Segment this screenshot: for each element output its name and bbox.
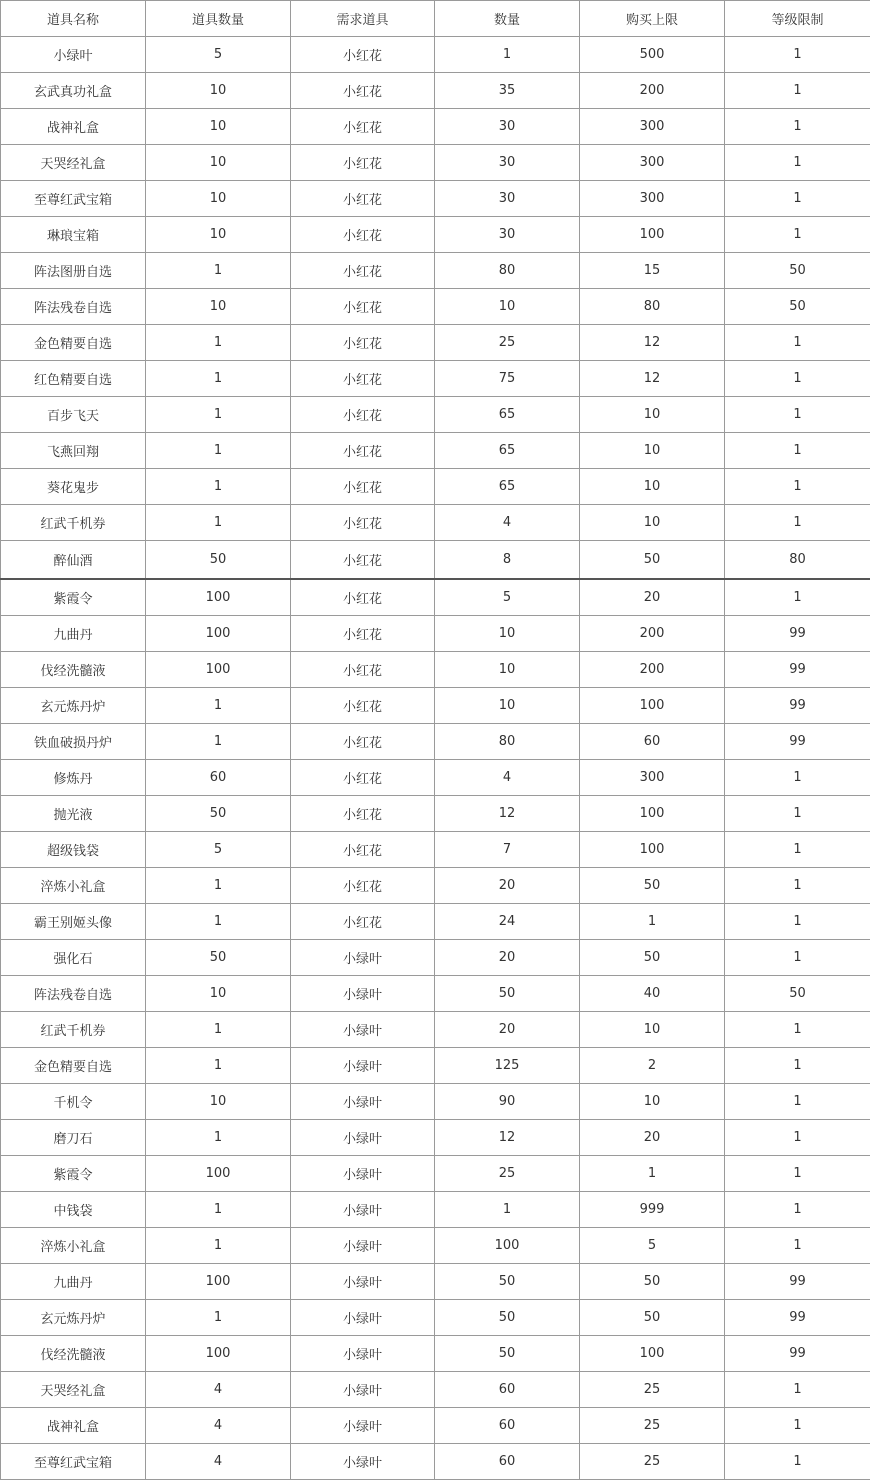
- cell-required-item: 小红花: [291, 217, 435, 253]
- cell-item-quantity: 1: [146, 904, 291, 940]
- cell-required-quantity: 10: [435, 289, 580, 325]
- cell-item-name: 天哭经礼盒: [1, 145, 146, 181]
- cell-required-item: 小红花: [291, 796, 435, 832]
- cell-required-item: 小红花: [291, 868, 435, 904]
- cell-item-name: 玄元炼丹炉: [1, 1300, 146, 1336]
- table-row: [1, 433, 870, 469]
- cell-item-quantity: 1: [146, 688, 291, 724]
- table-row: [1, 505, 870, 541]
- cell-item-name: 战神礼盒: [1, 1408, 146, 1444]
- table-row: [1, 541, 870, 580]
- cell-purchase-limit: 10: [580, 469, 725, 505]
- cell-purchase-limit: 50: [580, 541, 725, 580]
- table-row: [1, 940, 870, 976]
- cell-item-name: 阵法残卷自选: [1, 289, 146, 325]
- table-row: [1, 253, 870, 289]
- cell-purchase-limit: 50: [580, 868, 725, 904]
- cell-required-item: 小绿叶: [291, 1012, 435, 1048]
- cell-purchase-limit: 25: [580, 1372, 725, 1408]
- cell-required-item: 小绿叶: [291, 940, 435, 976]
- cell-purchase-limit: 80: [580, 289, 725, 325]
- cell-item-quantity: 50: [146, 796, 291, 832]
- table-row: [1, 1228, 870, 1264]
- cell-level-limit: 99: [725, 1300, 870, 1336]
- cell-required-item: 小红花: [291, 325, 435, 361]
- cell-purchase-limit: 300: [580, 145, 725, 181]
- cell-required-quantity: 75: [435, 361, 580, 397]
- table-row: [1, 832, 870, 868]
- table-row: [1, 796, 870, 832]
- cell-required-quantity: 1: [435, 37, 580, 73]
- table-row: [1, 1012, 870, 1048]
- cell-item-quantity: 10: [146, 976, 291, 1012]
- cell-level-limit: 1: [725, 1408, 870, 1444]
- cell-required-item: 小绿叶: [291, 1228, 435, 1264]
- cell-purchase-limit: 500: [580, 37, 725, 73]
- table-row: [1, 976, 870, 1012]
- table-row: [1, 1156, 870, 1192]
- table-row: [1, 109, 870, 145]
- cell-item-name: 中钱袋: [1, 1192, 146, 1228]
- header-purchase-limit: 购买上限: [580, 1, 725, 37]
- cell-required-item: 小绿叶: [291, 1300, 435, 1336]
- cell-item-quantity: 1: [146, 1228, 291, 1264]
- cell-level-limit: 1: [725, 217, 870, 253]
- cell-item-quantity: 4: [146, 1372, 291, 1408]
- cell-required-quantity: 50: [435, 1336, 580, 1372]
- cell-item-quantity: 100: [146, 1336, 291, 1372]
- cell-required-quantity: 4: [435, 760, 580, 796]
- table-row: [1, 1084, 870, 1120]
- cell-purchase-limit: 10: [580, 505, 725, 541]
- cell-level-limit: 1: [725, 505, 870, 541]
- table-row: [1, 181, 870, 217]
- table-row: [1, 724, 870, 760]
- cell-purchase-limit: 10: [580, 433, 725, 469]
- cell-level-limit: 1: [725, 868, 870, 904]
- cell-item-name: 紫霞令: [1, 579, 146, 616]
- cell-item-quantity: 4: [146, 1444, 291, 1480]
- cell-level-limit: 1: [725, 361, 870, 397]
- cell-required-quantity: 10: [435, 616, 580, 652]
- cell-required-item: 小红花: [291, 505, 435, 541]
- cell-item-name: 抛光液: [1, 796, 146, 832]
- cell-level-limit: 1: [725, 1444, 870, 1480]
- cell-required-item: 小红花: [291, 652, 435, 688]
- table-row: [1, 760, 870, 796]
- cell-required-item: 小绿叶: [291, 1372, 435, 1408]
- cell-item-quantity: 10: [146, 1084, 291, 1120]
- cell-required-item: 小绿叶: [291, 1156, 435, 1192]
- cell-required-quantity: 25: [435, 1156, 580, 1192]
- cell-required-quantity: 4: [435, 505, 580, 541]
- cell-item-name: 红武千机券: [1, 505, 146, 541]
- header-row: [1, 1, 870, 37]
- table-row: [1, 868, 870, 904]
- cell-required-quantity: 7: [435, 832, 580, 868]
- cell-purchase-limit: 10: [580, 1084, 725, 1120]
- cell-item-name: 淬炼小礼盒: [1, 1228, 146, 1264]
- cell-item-quantity: 10: [146, 73, 291, 109]
- cell-item-name: 小绿叶: [1, 37, 146, 73]
- cell-purchase-limit: 200: [580, 616, 725, 652]
- cell-required-quantity: 20: [435, 1012, 580, 1048]
- cell-item-name: 战神礼盒: [1, 109, 146, 145]
- cell-purchase-limit: 1: [580, 1156, 725, 1192]
- table-row: [1, 361, 870, 397]
- cell-item-quantity: 1: [146, 433, 291, 469]
- table-row: [1, 73, 870, 109]
- table-row: [1, 1120, 870, 1156]
- table-row: [1, 1192, 870, 1228]
- table-header: [1, 1, 870, 37]
- cell-item-name: 伐经洗髓液: [1, 652, 146, 688]
- cell-item-quantity: 1: [146, 505, 291, 541]
- cell-required-item: 小红花: [291, 760, 435, 796]
- cell-required-quantity: 65: [435, 469, 580, 505]
- cell-level-limit: 99: [725, 1264, 870, 1300]
- cell-required-item: 小红花: [291, 181, 435, 217]
- cell-item-name: 至尊红武宝箱: [1, 181, 146, 217]
- cell-required-quantity: 30: [435, 109, 580, 145]
- cell-required-quantity: 5: [435, 579, 580, 616]
- table-row: [1, 1264, 870, 1300]
- cell-purchase-limit: 20: [580, 1120, 725, 1156]
- cell-required-quantity: 8: [435, 541, 580, 580]
- cell-item-name: 金色精要自选: [1, 1048, 146, 1084]
- cell-purchase-limit: 300: [580, 760, 725, 796]
- cell-item-quantity: 1: [146, 1120, 291, 1156]
- cell-item-quantity: 1: [146, 1300, 291, 1336]
- cell-purchase-limit: 999: [580, 1192, 725, 1228]
- cell-item-quantity: 60: [146, 760, 291, 796]
- cell-item-quantity: 1: [146, 868, 291, 904]
- cell-required-item: 小绿叶: [291, 976, 435, 1012]
- cell-purchase-limit: 5: [580, 1228, 725, 1264]
- cell-required-item: 小红花: [291, 145, 435, 181]
- cell-required-quantity: 65: [435, 433, 580, 469]
- cell-item-name: 琳琅宝箱: [1, 217, 146, 253]
- cell-required-quantity: 30: [435, 217, 580, 253]
- table-row: [1, 1300, 870, 1336]
- cell-level-limit: 1: [725, 1192, 870, 1228]
- cell-item-quantity: 1: [146, 361, 291, 397]
- cell-required-quantity: 50: [435, 1300, 580, 1336]
- cell-purchase-limit: 300: [580, 181, 725, 217]
- cell-item-name: 磨刀石: [1, 1120, 146, 1156]
- cell-required-item: 小绿叶: [291, 1336, 435, 1372]
- cell-item-quantity: 50: [146, 541, 291, 580]
- cell-purchase-limit: 300: [580, 109, 725, 145]
- cell-required-item: 小绿叶: [291, 1048, 435, 1084]
- cell-required-quantity: 60: [435, 1444, 580, 1480]
- cell-purchase-limit: 60: [580, 724, 725, 760]
- cell-purchase-limit: 10: [580, 1012, 725, 1048]
- cell-item-name: 红武千机券: [1, 1012, 146, 1048]
- cell-required-quantity: 30: [435, 145, 580, 181]
- cell-item-quantity: 10: [146, 109, 291, 145]
- cell-item-name: 九曲丹: [1, 616, 146, 652]
- cell-item-quantity: 10: [146, 217, 291, 253]
- cell-required-item: 小红花: [291, 469, 435, 505]
- cell-level-limit: 50: [725, 976, 870, 1012]
- cell-required-quantity: 12: [435, 796, 580, 832]
- cell-item-quantity: 100: [146, 579, 291, 616]
- cell-item-name: 超级钱袋: [1, 832, 146, 868]
- cell-item-quantity: 100: [146, 652, 291, 688]
- cell-level-limit: 1: [725, 325, 870, 361]
- cell-required-item: 小红花: [291, 397, 435, 433]
- cell-level-limit: 1: [725, 37, 870, 73]
- header-item-quantity: 道具数量: [146, 1, 291, 37]
- cell-required-quantity: 90: [435, 1084, 580, 1120]
- cell-required-quantity: 20: [435, 868, 580, 904]
- cell-level-limit: 1: [725, 1084, 870, 1120]
- cell-level-limit: 99: [725, 1336, 870, 1372]
- cell-required-quantity: 125: [435, 1048, 580, 1084]
- cell-level-limit: 1: [725, 904, 870, 940]
- cell-required-item: 小绿叶: [291, 1264, 435, 1300]
- cell-level-limit: 1: [725, 832, 870, 868]
- cell-purchase-limit: 25: [580, 1444, 725, 1480]
- table-row: [1, 145, 870, 181]
- cell-required-item: 小红花: [291, 37, 435, 73]
- cell-level-limit: 99: [725, 688, 870, 724]
- cell-item-name: 红色精要自选: [1, 361, 146, 397]
- cell-required-quantity: 80: [435, 253, 580, 289]
- cell-item-quantity: 1: [146, 1012, 291, 1048]
- cell-required-item: 小红花: [291, 289, 435, 325]
- cell-item-quantity: 1: [146, 325, 291, 361]
- cell-purchase-limit: 100: [580, 832, 725, 868]
- cell-required-quantity: 30: [435, 181, 580, 217]
- cell-purchase-limit: 1: [580, 904, 725, 940]
- cell-purchase-limit: 12: [580, 325, 725, 361]
- table-row: [1, 217, 870, 253]
- cell-level-limit: 1: [725, 1048, 870, 1084]
- cell-purchase-limit: 12: [580, 361, 725, 397]
- cell-level-limit: 80: [725, 541, 870, 580]
- cell-required-item: 小红花: [291, 253, 435, 289]
- cell-item-name: 玄元炼丹炉: [1, 688, 146, 724]
- cell-required-quantity: 60: [435, 1408, 580, 1444]
- table-row: [1, 1408, 870, 1444]
- cell-required-item: 小红花: [291, 579, 435, 616]
- cell-item-name: 阵法残卷自选: [1, 976, 146, 1012]
- cell-required-item: 小红花: [291, 832, 435, 868]
- cell-item-quantity: 5: [146, 37, 291, 73]
- cell-purchase-limit: 50: [580, 940, 725, 976]
- cell-item-name: 醉仙酒: [1, 541, 146, 580]
- cell-item-quantity: 1: [146, 253, 291, 289]
- cell-required-quantity: 80: [435, 724, 580, 760]
- cell-required-quantity: 100: [435, 1228, 580, 1264]
- cell-item-quantity: 100: [146, 616, 291, 652]
- table-row: [1, 469, 870, 505]
- header-level-limit: 等级限制: [725, 1, 870, 37]
- cell-item-quantity: 10: [146, 145, 291, 181]
- cell-item-quantity: 100: [146, 1156, 291, 1192]
- cell-required-item: 小红花: [291, 541, 435, 580]
- cell-item-name: 紫霞令: [1, 1156, 146, 1192]
- cell-required-quantity: 10: [435, 688, 580, 724]
- cell-required-item: 小绿叶: [291, 1084, 435, 1120]
- cell-purchase-limit: 200: [580, 652, 725, 688]
- cell-required-item: 小红花: [291, 616, 435, 652]
- cell-required-item: 小绿叶: [291, 1120, 435, 1156]
- cell-item-name: 玄武真功礼盒: [1, 73, 146, 109]
- cell-level-limit: 99: [725, 616, 870, 652]
- cell-item-name: 阵法图册自选: [1, 253, 146, 289]
- cell-required-item: 小红花: [291, 361, 435, 397]
- cell-purchase-limit: 10: [580, 397, 725, 433]
- cell-required-quantity: 20: [435, 940, 580, 976]
- cell-purchase-limit: 25: [580, 1408, 725, 1444]
- cell-item-quantity: 4: [146, 1408, 291, 1444]
- cell-item-quantity: 50: [146, 940, 291, 976]
- cell-item-name: 百步飞天: [1, 397, 146, 433]
- cell-purchase-limit: 200: [580, 73, 725, 109]
- table-row: [1, 579, 870, 616]
- cell-level-limit: 1: [725, 1012, 870, 1048]
- cell-item-name: 至尊红武宝箱: [1, 1444, 146, 1480]
- cell-required-item: 小红花: [291, 109, 435, 145]
- cell-level-limit: 50: [725, 253, 870, 289]
- cell-level-limit: 1: [725, 469, 870, 505]
- cell-required-item: 小绿叶: [291, 1444, 435, 1480]
- cell-item-name: 金色精要自选: [1, 325, 146, 361]
- cell-item-name: 天哭经礼盒: [1, 1372, 146, 1408]
- cell-required-item: 小红花: [291, 904, 435, 940]
- cell-purchase-limit: 20: [580, 579, 725, 616]
- cell-required-quantity: 50: [435, 976, 580, 1012]
- cell-item-quantity: 1: [146, 1048, 291, 1084]
- cell-item-quantity: 10: [146, 289, 291, 325]
- cell-required-quantity: 10: [435, 652, 580, 688]
- table-row: [1, 325, 870, 361]
- cell-level-limit: 1: [725, 73, 870, 109]
- cell-level-limit: 99: [725, 652, 870, 688]
- cell-required-item: 小红花: [291, 433, 435, 469]
- cell-item-quantity: 1: [146, 469, 291, 505]
- cell-item-name: 葵花鬼步: [1, 469, 146, 505]
- cell-purchase-limit: 100: [580, 796, 725, 832]
- table-row: [1, 397, 870, 433]
- cell-item-quantity: 1: [146, 724, 291, 760]
- cell-purchase-limit: 100: [580, 217, 725, 253]
- cell-level-limit: 1: [725, 109, 870, 145]
- cell-required-quantity: 35: [435, 73, 580, 109]
- header-required-item: 需求道具: [291, 1, 435, 37]
- cell-required-item: 小红花: [291, 724, 435, 760]
- table-row: [1, 688, 870, 724]
- cell-item-quantity: 1: [146, 1192, 291, 1228]
- cell-item-name: 九曲丹: [1, 1264, 146, 1300]
- cell-level-limit: 1: [725, 397, 870, 433]
- cell-level-limit: 99: [725, 724, 870, 760]
- cell-item-quantity: 1: [146, 397, 291, 433]
- cell-required-quantity: 60: [435, 1372, 580, 1408]
- table-row: [1, 37, 870, 73]
- cell-item-name: 千机令: [1, 1084, 146, 1120]
- cell-required-quantity: 1: [435, 1192, 580, 1228]
- cell-purchase-limit: 2: [580, 1048, 725, 1084]
- cell-item-quantity: 5: [146, 832, 291, 868]
- cell-required-quantity: 24: [435, 904, 580, 940]
- table-row: [1, 1336, 870, 1372]
- cell-level-limit: 1: [725, 433, 870, 469]
- cell-item-name: 强化石: [1, 940, 146, 976]
- cell-required-item: 小红花: [291, 73, 435, 109]
- cell-level-limit: 50: [725, 289, 870, 325]
- cell-level-limit: 1: [725, 579, 870, 616]
- cell-required-quantity: 25: [435, 325, 580, 361]
- cell-purchase-limit: 40: [580, 976, 725, 1012]
- cell-required-quantity: 12: [435, 1120, 580, 1156]
- cell-level-limit: 1: [725, 1120, 870, 1156]
- header-item-name: 道具名称: [1, 1, 146, 37]
- cell-item-name: 修炼丹: [1, 760, 146, 796]
- cell-level-limit: 1: [725, 145, 870, 181]
- table-body: [1, 37, 870, 1480]
- cell-item-name: 铁血破损丹炉: [1, 724, 146, 760]
- cell-level-limit: 1: [725, 940, 870, 976]
- cell-purchase-limit: 15: [580, 253, 725, 289]
- cell-item-name: 霸王别姬头像: [1, 904, 146, 940]
- table-row: [1, 904, 870, 940]
- cell-purchase-limit: 50: [580, 1300, 725, 1336]
- cell-item-name: 淬炼小礼盒: [1, 868, 146, 904]
- cell-purchase-limit: 50: [580, 1264, 725, 1300]
- cell-level-limit: 1: [725, 796, 870, 832]
- cell-item-quantity: 10: [146, 181, 291, 217]
- cell-level-limit: 1: [725, 760, 870, 796]
- cell-purchase-limit: 100: [580, 1336, 725, 1372]
- cell-required-item: 小绿叶: [291, 1408, 435, 1444]
- table-row: [1, 616, 870, 652]
- cell-level-limit: 1: [725, 1372, 870, 1408]
- cell-item-quantity: 100: [146, 1264, 291, 1300]
- table-row: [1, 1444, 870, 1480]
- cell-purchase-limit: 100: [580, 688, 725, 724]
- cell-level-limit: 1: [725, 1156, 870, 1192]
- header-required-quantity: 数量: [435, 1, 580, 37]
- cell-item-name: 飞燕回翔: [1, 433, 146, 469]
- table-row: [1, 652, 870, 688]
- cell-level-limit: 1: [725, 1228, 870, 1264]
- table-row: [1, 1048, 870, 1084]
- cell-item-name: 伐经洗髓液: [1, 1336, 146, 1372]
- cell-required-item: 小绿叶: [291, 1192, 435, 1228]
- table-row: [1, 1372, 870, 1408]
- cell-required-item: 小红花: [291, 688, 435, 724]
- cell-required-quantity: 65: [435, 397, 580, 433]
- cell-required-quantity: 50: [435, 1264, 580, 1300]
- table-row: [1, 289, 870, 325]
- cell-level-limit: 1: [725, 181, 870, 217]
